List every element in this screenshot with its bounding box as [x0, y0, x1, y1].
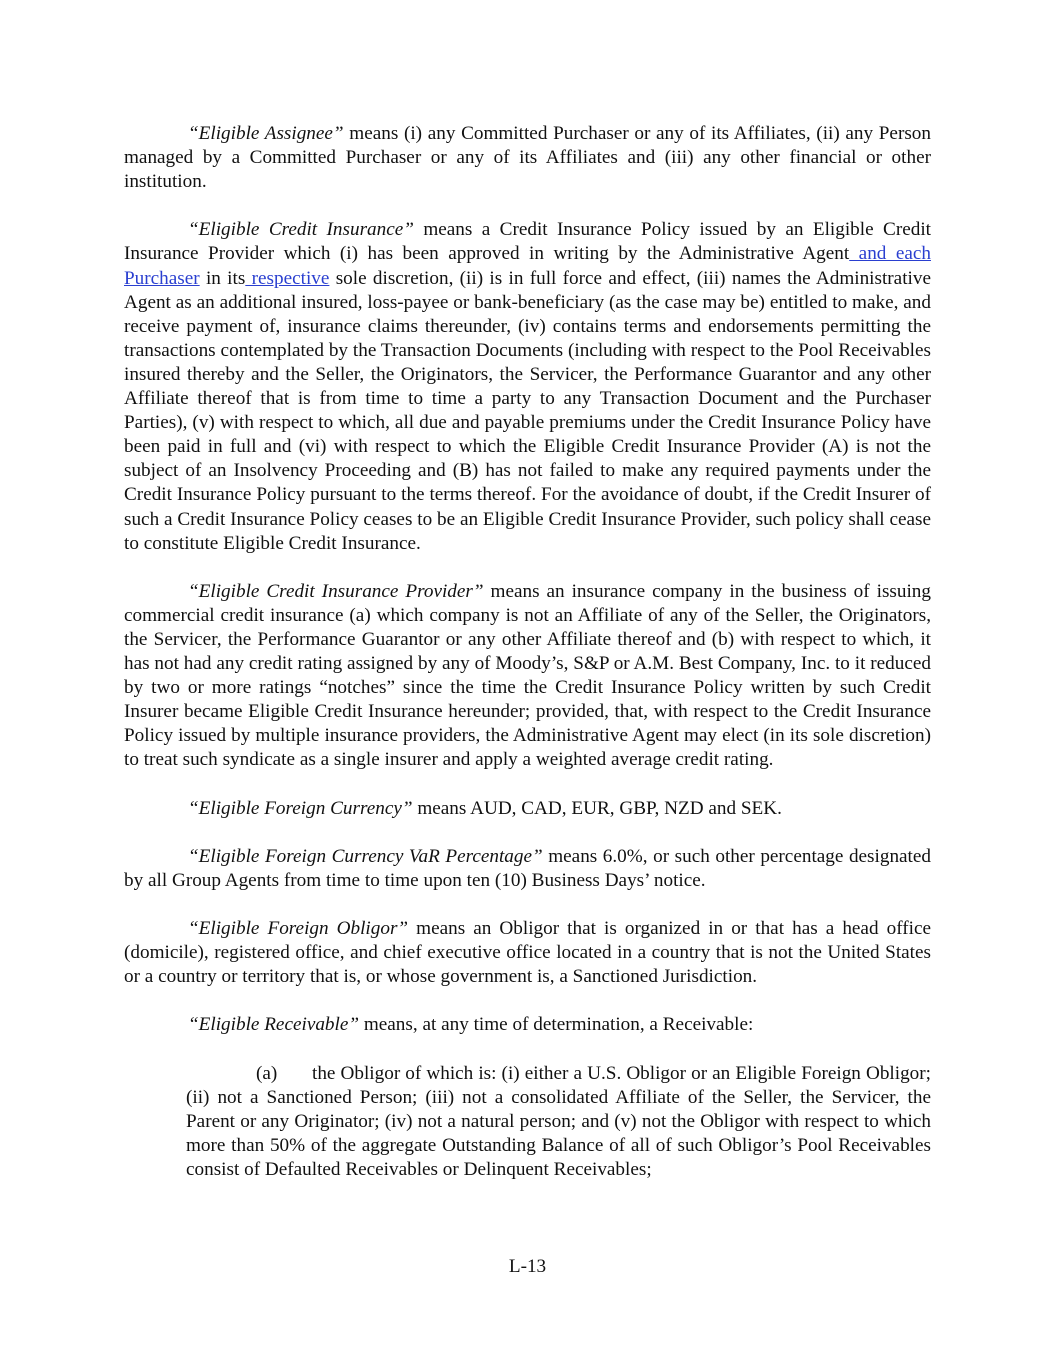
clause-a [186, 1062, 931, 1182]
clause-text: the Obligor of which is: (i) either a U.S. Obligor or an Eligible Foreign Obligor; (ii) not a Sanctioned Person; (iii) not a consolidated Affiliate of the Seller, the Servicer, the Parent or any Originator; (iv) not a natural person; and (v) not the Obligor with respect to which more than 50% of the aggregate Outstanding Balance of all of such Obligor’s Pool Receivables consist of Defaulted Receivables or Delinquent Receivables; [186, 1062, 931, 1181]
definition-text: sole discretion, (ii) is in full force and effect, (iii) names the Administrative Agent as an additional insured, loss-payee or bank-beneficiary (as the case may be) entitled to make, and receive payment of, insurance claims thereunder, (iv) contains terms and endorsements permitting the transactions contemplated by the Transaction Documents (including with respect to the Pool Receivables insured thereby and the Seller, the Originators, the Servicer, the Performance Guarantor and any other Affiliate thereof that is from time to time a party to any Transaction Document and the Purchaser Parties), (v) with respect to which, all due and payable premiums under the Credit Insurance Policy have been paid in full and (vi) with respect to which the Eligible Credit Insurance Provider (A) is not the subject of an Insolvency Proceeding and (B) has not failed to make any required payments under the Credit Insurance Policy pursuant to the terms thereof. For the avoidance of doubt, if the Credit Insurer of such a Credit Insurance Policy ceases to be an Eligible Credit Insurance Provider, such policy shall cease to constitute Eligible Credit Insurance. [124, 267, 931, 554]
definition-text: in its [199, 267, 246, 289]
definition-eligible-foreign-currency [124, 797, 931, 821]
document-page [124, 122, 931, 1182]
page-number: L-13 [508, 1256, 547, 1277]
definition-eligible-assignee [124, 122, 931, 194]
definition-eligible-credit-insurance-provider [124, 580, 931, 773]
definition-text: means, at any time of determination, a Receivable: [359, 1014, 754, 1036]
defined-term: “Eligible Receivable” [188, 1014, 360, 1036]
definition-text: means a Credit Insurance Policy issued by an Eligible Credit Insurance Provider which (i) has been approved in writing by the Administrative Agent [124, 219, 931, 265]
definition-eligible-foreign-currency-var-percentage [124, 845, 931, 893]
defined-term: “Eligible Foreign Currency VaR Percentage” [188, 845, 543, 867]
definition-text: means 6.0%, or such other percentage designated by all Group Agents from time to time upon ten (10) Business Days’ notice. [124, 845, 931, 891]
defined-term: “Eligible Credit Insurance” [188, 219, 414, 241]
definition-text: means (i) any Committed Purchaser or any of its Affiliates, (ii) any Person managed by a Committed Purchaser or any of its Affiliates and (iii) any other financial or other institution. [124, 123, 931, 193]
revision-link-and-each-purchaser[interactable]: and each Purchaser [124, 243, 931, 289]
revision-link-respective[interactable]: respective [245, 267, 330, 289]
definition-eligible-foreign-obligor [124, 917, 931, 989]
defined-term: “Eligible Foreign Currency” [188, 797, 413, 819]
definition-text: means an insurance company in the business of issuing commercial credit insurance (a) which company is not an Affiliate of any of the Seller, the Originators, the Servicer, the Performance Guarantor or any other Affiliate thereof and (b) with respect to which, it has not had any credit rating assigned by any of Moody’s, S&P or A.M. Best Company, Inc. to it reduced by two or more ratings “notches” since the time the Credit Insurance Policy written by such Credit Insurer became Eligible Credit Insurance hereunder; provided, that, with respect to the Credit Insurance Policy issued by multiple insurance providers, the Administrative Agent may elect (in its sole discretion) to treat such syndicate as a single insurer and apply a weighted average credit rating. [124, 580, 931, 771]
definition-eligible-receivable [124, 1013, 931, 1037]
defined-term: “Eligible Credit Insurance Provider” [188, 580, 484, 602]
defined-term: “Eligible Foreign Obligor” [188, 918, 409, 940]
clause-label: (a) [256, 1062, 278, 1084]
definition-text: means AUD, CAD, EUR, GBP, NZD and SEK. [412, 797, 782, 819]
definition-eligible-credit-insurance [124, 218, 931, 555]
definition-text: means an Obligor that is organized in or that has a head office (domicile), registered office, and chief executive office located in a country that is not the United States or a country or territory that is, or whose government is, a Sanctioned Jurisdiction. [124, 918, 931, 988]
defined-term: “Eligible Assignee” [188, 123, 344, 144]
